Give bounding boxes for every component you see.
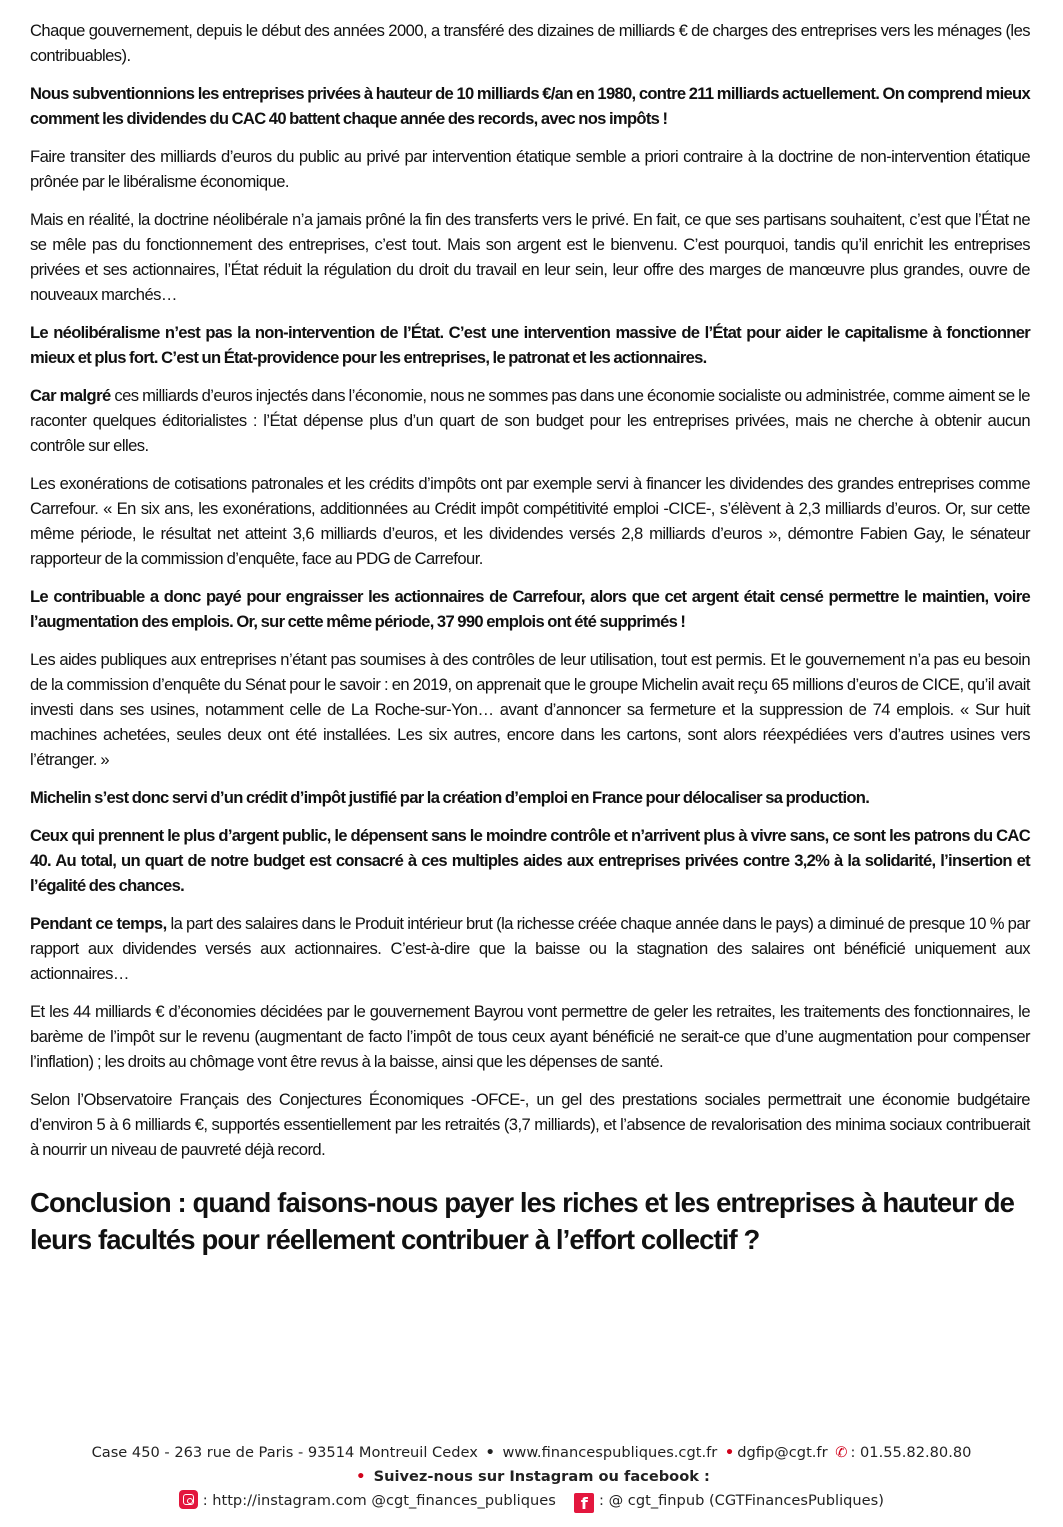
footer-instagram-link[interactable]: : http://instagram.com @cgt_finances_publiques (202, 1492, 556, 1509)
paragraph: Les aides publiques aux entreprises n’étant pas soumises à des contrôles de leur utilisation, tout est permis. Et le gouvernement n’a pas eu besoin de la commission d’enquête du Sénat pour le savoir : en 2019, on apprenait que le groupe Michelin avait reçu 65 millions d’euros de CICE, qu’il avait investi dans ses usines, notamment celle de La Roche-sur-Yon… avant d’annoncer sa fermeture et la suppression de 74 emplois. « Sur huit machines achetées, seules deux ont été installées. Les six autres, encore dans les cartons, sont alors réexpédiées vers d’autres usines vers l’étranger. » (30, 650, 1030, 769)
paragraph-lead: Pendant ce temps, (30, 914, 167, 933)
paragraph: Pendant ce temps, la part des salaires dans le Produit intérieur brut (la richesse créée chaque année dans le pays) a diminué de presque 10 % par rapport aux dividendes versés aux actionnaires. C’est-à-dire que la baisse ou la stagnation des salaires ont bénéficié uniquement aux actionnaires… (30, 914, 1030, 983)
footer-facebook-link[interactable]: : @ cgt_finpub (CGTFinancesPubliques) (599, 1492, 884, 1509)
phone-icon: ✆ (835, 1444, 848, 1461)
footer-address: Case 450 - 263 rue de Paris - 93514 Montreuil Cedex (91, 1444, 478, 1461)
separator-bullet: • (724, 1444, 735, 1461)
paragraph: Chaque gouvernement, depuis le début des années 2000, a transféré des dizaines de milliards € de charges des entreprises vers les ménages (les contribuables). (30, 21, 1030, 65)
paragraph: Car malgré ces milliards d’euros injectés dans l’économie, nous ne sommes pas dans une économie socialiste ou administrée, comme aiment se le raconter quelques éditorialistes : l’État dépense plus d’un quart de son budget pour les entreprises privées, mais ne cherche à obtenir aucun contrôle sur elles. (30, 386, 1030, 455)
footer-follow-line (0, 1465, 1063, 1489)
instagram-icon[interactable] (179, 1490, 198, 1509)
footer-website-link[interactable]: www.financespubliques.cgt.fr (502, 1444, 718, 1461)
paragraph-bold: Nous subventionnions les entreprises privées à hauteur de 10 milliards €/an en 1980, contre 211 milliards actuellement. On comprend mieux comment les dividendes du CAC 40 battent chaque année des records, avec nos impôts ! (30, 84, 1030, 128)
conclusion-heading: Conclusion : quand faisons-nous payer les riches et les entreprises à hauteur de leurs facultés pour réellement contribuer à l’effort collectif ? (30, 1187, 1014, 1255)
footer (0, 1441, 1063, 1513)
document-body (30, 18, 1030, 1258)
footer-follow-text: Suivez-nous sur Instagram ou facebook : (373, 1468, 710, 1485)
paragraph-lead: Car malgré (30, 386, 111, 405)
paragraph: Les exonérations de cotisations patronales et les crédits d’impôts ont par exemple servi à financer les dividendes des grandes entreprises comme Carrefour. « En six ans, les exonérations, additionnées au Crédit impôt compétitivité emploi -CICE-, s’élèvent à 2,3 milliards d’euros. Or, sur cette même période, le résultat net atteint 3,6 milliards d’euros, et les dividendes versés 2,8 milliards d’euros », démontre Fabien Gay, le sénateur rapporteur de la commission d’enquête, face au PDG de Carrefour. (30, 474, 1030, 568)
paragraph-bold: Ceux qui prennent le plus d’argent public, le dépensent sans le moindre contrôle et n’arrivent plus à vivre sans, ce sont les patrons du CAC 40. Au total, un quart de notre budget est consacré à ces multiples aides aux entreprises privées contre 3,2% à la solidarité, l’insertion et l’égalité des chances. (30, 826, 1030, 895)
paragraph: Mais en réalité, la doctrine néolibérale n’a jamais prôné la fin des transferts vers le privé. En fait, ce que ses partisans souhaitent, c’est que l’État ne se mêle pas du fonctionnement des entreprises, c’est tout. Mais son argent est le bienvenu. C’est pourquoi, tandis qu’il enrichit les entreprises privées et ses actionnaires, l’État réduit la régulation du droit du travail en leur sein, leur offre des marges de manœuvre plus grandes, ouvre de nouveaux marchés… (30, 210, 1030, 304)
paragraph: Selon l’Observatoire Français des Conjectures Économiques -OFCE-, un gel des prestations sociales permettrait une économie budgétaire d’environ 5 à 6 milliards €, supportés essentiellement par les retraités (3,7 milliards), et l’absence de revalorisation des minima sociaux contribuerait à nourrir un niveau de pauvreté déjà record. (30, 1090, 1030, 1159)
paragraph: Faire transiter des milliards d’euros du public au privé par intervention étatique semble a priori contraire à la doctrine de non-intervention étatique prônée par le libéralisme économique. (30, 147, 1030, 191)
facebook-icon[interactable]: f (574, 1493, 594, 1513)
paragraph-bold: Le contribuable a donc payé pour engraisser les actionnaires de Carrefour, alors que cet argent était censé permettre le maintien, voire l’augmentation des emplois. Or, sur cette même période, 37 990 emplois ont été supprimés ! (30, 587, 1030, 631)
footer-email-link[interactable]: dgfip@cgt.fr (737, 1444, 828, 1461)
footer-contact-line (0, 1441, 1063, 1465)
paragraph-bold: Michelin s’est donc servi d’un crédit d’impôt justifié par la création d’emploi en France pour délocaliser sa production. (30, 788, 870, 807)
separator-bullet: • (485, 1444, 495, 1461)
footer-social-line (0, 1489, 1063, 1513)
paragraph-bold: Le néolibéralisme n’est pas la non-intervention de l’État. C’est une intervention massive de l’État pour aider le capitalisme à fonctionner mieux et plus fort. C’est un État-providence pour les entreprises, le patronat et les actionnaires. (30, 323, 1030, 367)
footer-phone: : 01.55.82.80.80 (850, 1444, 972, 1461)
separator-bullet: • (356, 1468, 366, 1485)
paragraph: Et les 44 milliards € d’économies décidées par le gouvernement Bayrou vont permettre de geler les retraites, les traitements des fonctionnaires, le barème de l’impôt sur le revenu (augmentant de facto l’impôt de tous ceux ayant bénéficié ne serait-ce que d’une augmentation pour compenser l’inflation) ; les droits au chômage vont être revus à la baisse, ainsi que les dépenses de santé. (30, 1002, 1030, 1071)
